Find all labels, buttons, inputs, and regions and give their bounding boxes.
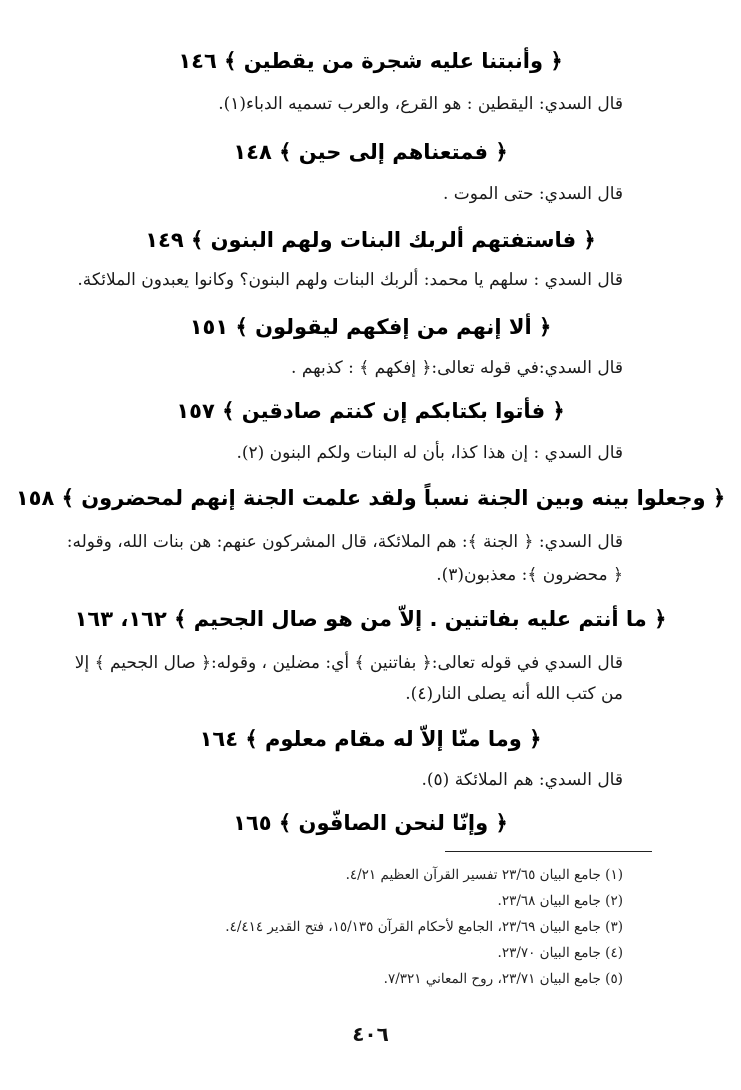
footnote-2: (٢) جامع البيان ٢٣/٦٨. (497, 893, 623, 909)
commentary-148: قال السدي: حتى الموت . (442, 184, 623, 204)
verse-157: ﴿ فأتوا بكتابكم إن كنتم صادقين ﴾ ١٥٧ (176, 399, 565, 423)
commentary-162-line1: قال السدي في قوله تعالى:﴿ بفاتنين ﴾ أي: مضلين ، وقوله:﴿ صال الجحيم ﴾ إلا (74, 653, 623, 673)
footnote-4: (٤) جامع البيان ٢٣/٧٠. (497, 945, 623, 961)
verse-146: ﴿ وأنبتنا عليه شجرة من يقطين ﴾ ١٤٦ (178, 49, 563, 73)
commentary-164: قال السدي: هم الملائكة (٥). (421, 770, 623, 790)
commentary-151: قال السدي:في قوله تعالى:﴿ إفكهم ﴾ : كذبهم . (291, 358, 623, 378)
verse-149: ﴿ فاستفتهم ألربك البنات ولهم البنون ﴾ ١٤٩ (145, 228, 596, 252)
commentary-149: قال السدي : سلهم يا محمد: ألربك البنات ولهم البنون؟ وكانوا يعبدون الملائكة. (77, 270, 623, 290)
verse-165: ﴿ وإنّا لنحن الصافّون ﴾ ١٦٥ (233, 811, 508, 835)
commentary-157: قال السدي : إن هذا كذا، بأن له البنات ولكم البنون (٢). (236, 443, 623, 463)
footnote-3: (٣) جامع البيان ٢٣/٦٩، الجامع لأحكام القرآن ١٥/١٣٥، فتح القدير ٤/٤١٤. (225, 919, 623, 935)
commentary-146: قال السدي: اليقطين : هو القرع، والعرب تسميه الدباء(١). (218, 94, 623, 114)
verse-148: ﴿ فمتعناهم إلى حين ﴾ ١٤٨ (233, 140, 508, 164)
verse-151: ﴿ ألا إنهم من إفكهم ليقولون ﴾ ١٥١ (189, 315, 552, 339)
page-number: ٤٠٦ (352, 1022, 389, 1046)
verse-158: ﴿ وجعلوا بينه وبين الجنة نسباً ولقد علمت الجنة إنهم لمحضرون ﴾ ١٥٨ (15, 486, 726, 510)
commentary-162-line2: من كتب الله أنه يصلى النار(٤). (405, 684, 623, 704)
commentary-158-line2: ﴿ محضرون ﴾: معذبون(٣). (436, 565, 623, 585)
footnote-5: (٥) جامع البيان ٢٣/٧١، روح المعاني ٧/٣٢١. (383, 971, 623, 987)
verse-162-163: ﴿ ما أنتم عليه بفاتنين . إلاّ من هو صال الجحيم ﴾ ١٦٢، ١٦٣ (74, 607, 667, 631)
commentary-158-line1: قال السدي: ﴿ الجنة ﴾: هم الملائكة، قال المشركون عنهم: هن بنات الله، وقوله: (66, 532, 623, 552)
footnote-1: (١) جامع البيان ٢٣/٦٥ تفسير القرآن العظيم ٤/٢١. (345, 867, 623, 883)
verse-164: ﴿ وما منّا إلاّ له مقام معلوم ﴾ ١٦٤ (199, 727, 542, 751)
footnote-separator (445, 851, 652, 852)
